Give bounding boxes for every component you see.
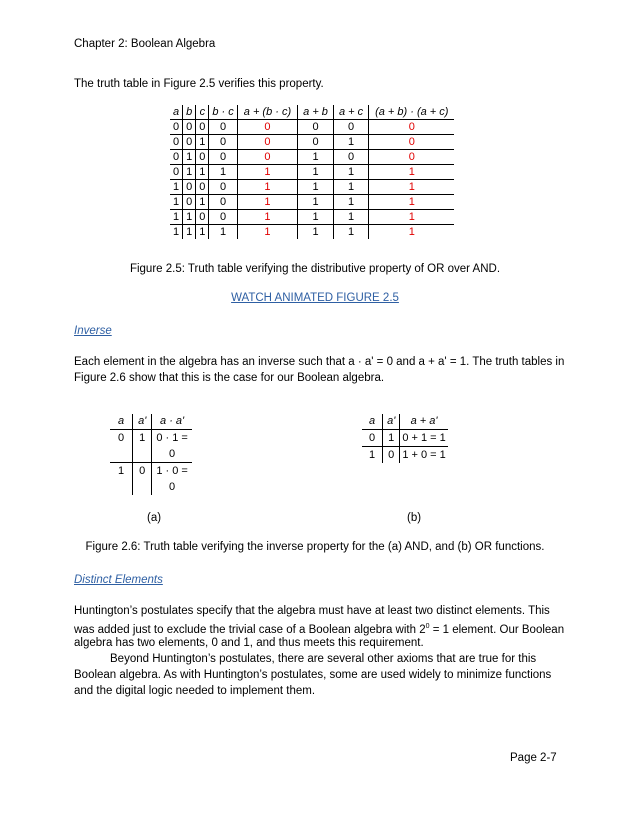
table-cell: 1 xyxy=(298,210,334,225)
table-cell: 1 xyxy=(298,165,334,180)
table-header-cell: a xyxy=(362,414,383,430)
distinct-paragraph-line2: was added just to exclude the trivial case of a Boolean algebra with $2^0 = 1$ element. Our Boolean xyxy=(74,623,565,636)
truth-table-2-5 xyxy=(170,105,454,239)
table-cell: 0 xyxy=(169,481,176,493)
table-cell: 1 xyxy=(237,180,297,195)
table-header-cell: a xyxy=(110,414,133,430)
table-header-row xyxy=(170,105,454,120)
distinct-paragraph-line1: Huntington’s postulates specify that the algebra must have at least two distinct elements. This xyxy=(74,605,550,617)
table-row xyxy=(170,195,454,210)
table-cell: 0 xyxy=(183,120,196,135)
table-cell: 1 xyxy=(237,225,297,240)
table-cell: 1 xyxy=(333,195,368,210)
table-cell: 1 xyxy=(133,430,152,447)
table-cell: 0 xyxy=(362,430,383,447)
table-cell: 1 xyxy=(298,225,334,240)
table-cell: 1 xyxy=(170,180,183,195)
table-cell: 0 xyxy=(170,150,183,165)
watch-animated-figure-link[interactable]: WATCH ANIMATED FIGURE 2.5 xyxy=(231,292,399,304)
table-cell: 0 xyxy=(183,195,196,210)
figure-2-6b-label: (b) xyxy=(407,512,422,524)
inverse-paragraph-line1: Each element in the algebra has an inverse such that a · a' = 0 and a + a' = 1. The truth tables in xyxy=(74,356,565,368)
table-cell: 1 xyxy=(183,225,196,240)
table-cell: 1 xyxy=(383,430,400,447)
inverse-paragraph-line2: Figure 2.6 show that this is the case for our Boolean algebra. xyxy=(74,372,385,384)
table-cell: 1 xyxy=(369,165,455,180)
table-header-cell: (a + b) · (a + c) xyxy=(369,105,455,120)
table-row xyxy=(170,210,454,225)
table-header-cell: a + (b · c) xyxy=(237,105,297,120)
table-header-cell: a + c xyxy=(333,105,368,120)
table-cell: 0 xyxy=(196,180,209,195)
table-cell: 1 + 0 = 1 xyxy=(402,449,446,461)
page-number: Page 2-7 xyxy=(510,752,557,764)
table-cell: 1 xyxy=(298,180,334,195)
table-cell: 0 xyxy=(369,120,455,135)
table-row xyxy=(170,165,454,180)
table-cell: 0 xyxy=(133,463,152,480)
table-header-cell: a' xyxy=(133,414,152,430)
table-row xyxy=(362,430,448,447)
table-cell: 1 xyxy=(237,165,297,180)
table-cell: 1 xyxy=(196,165,209,180)
table-cell: 0 xyxy=(298,135,334,150)
figure-2-6a-label: (a) xyxy=(147,512,162,524)
table-cell: 0 xyxy=(209,150,237,165)
table-row xyxy=(110,430,192,447)
table-cell: 0 xyxy=(209,120,237,135)
table-cell: 0 + 1 = 1 xyxy=(400,430,448,447)
table-cell: 1 xyxy=(333,225,368,240)
table-cell: 1 xyxy=(369,195,455,210)
table-cell: 1 xyxy=(408,226,415,238)
table-cell: 1 xyxy=(196,225,209,240)
table-cell: 1 xyxy=(170,225,183,240)
table-row xyxy=(110,479,192,495)
table-cell: 0 xyxy=(209,210,237,225)
table-cell: 1 xyxy=(237,195,297,210)
table-row xyxy=(170,150,454,165)
figure-2-6-caption: Figure 2.6: Truth table verifying the inverse property for the (a) AND, and (b) OR functions. xyxy=(85,541,545,553)
table-cell: 0 · 1 = xyxy=(156,432,188,444)
table-row xyxy=(170,225,454,240)
table-cell: 0 xyxy=(237,135,297,150)
table-cell: 1 xyxy=(237,210,297,225)
table-cell: 0 xyxy=(209,180,237,195)
table-header-cell: b xyxy=(183,105,196,120)
table-header-cell: a' xyxy=(383,414,400,430)
distinct-paragraph-line3: algebra has two elements, 0 and 1, and thus meets this requirement. xyxy=(74,637,424,649)
table-cell: 0 xyxy=(298,120,334,135)
table-cell: 0 xyxy=(333,120,368,135)
table-cell: 1 xyxy=(209,225,237,240)
table-cell: 1 xyxy=(196,195,209,210)
table-header-cell: a · a' xyxy=(152,414,192,430)
table-cell: 1 xyxy=(170,210,183,225)
table-cell: 1 xyxy=(183,210,196,225)
table-cell: 0 xyxy=(369,135,455,150)
table-cell: 1 xyxy=(333,165,368,180)
table-cell: 0 xyxy=(170,165,183,180)
table-cell: 1 · 0 = xyxy=(156,465,188,477)
table-cell: 0 xyxy=(196,210,209,225)
table-header-cell: c xyxy=(196,105,209,120)
table-row xyxy=(110,446,192,463)
table-cell: 0 xyxy=(237,120,297,135)
table-cell: 0 xyxy=(110,430,133,447)
table-cell: 1 xyxy=(170,195,183,210)
table-cell: 0 xyxy=(383,447,400,464)
table-cell: 1 xyxy=(369,210,455,225)
table-cell: 1 xyxy=(183,150,196,165)
table-cell: 1 xyxy=(333,180,368,195)
table-cell: 0 xyxy=(209,135,237,150)
table-cell: 1 xyxy=(369,180,455,195)
axioms-paragraph-line3: and the digital logic needed to implement them. xyxy=(74,685,316,697)
axioms-paragraph-line2: Boolean algebra. As with Huntington’s postulates, some are used widely to minimize functions xyxy=(74,669,552,681)
table-row xyxy=(362,447,448,464)
table-header-cell: b · c xyxy=(209,105,237,120)
axioms-paragraph-line1: Beyond Huntington’s postulates, there are several other axioms that are true for this xyxy=(110,653,537,665)
table-cell: 1 xyxy=(298,195,334,210)
table-header-cell: a + a' xyxy=(400,414,448,430)
table-cell: 1 xyxy=(362,447,383,464)
table-header-cell: a xyxy=(170,105,183,120)
table-cell: 0 xyxy=(170,135,183,150)
table-row xyxy=(170,135,454,150)
table-cell: 0 xyxy=(196,150,209,165)
intro-text: The truth table in Figure 2.5 verifies this property. xyxy=(74,78,324,90)
distinct-elements-heading[interactable]: Distinct Elements xyxy=(74,574,163,586)
table-cell: 1 xyxy=(333,210,368,225)
table-row xyxy=(170,120,454,135)
table-cell: 0 xyxy=(237,150,297,165)
table-cell: 0 xyxy=(333,150,368,165)
table-cell: 0 xyxy=(209,195,237,210)
table-cell: 0 xyxy=(183,180,196,195)
chapter-header: Chapter 2: Boolean Algebra xyxy=(74,38,216,50)
table-cell: 1 xyxy=(183,165,196,180)
truth-table-2-6b xyxy=(362,414,448,463)
table-cell: 0 xyxy=(170,120,183,135)
figure-2-5-caption: Figure 2.5: Truth table verifying the distributive property of OR over AND. xyxy=(129,263,501,275)
table-cell: 1 xyxy=(333,135,368,150)
table-cell: 1 xyxy=(110,463,133,480)
table-cell: 1 xyxy=(298,150,334,165)
table-cell: 0 xyxy=(152,446,192,463)
table-row xyxy=(170,180,454,195)
inverse-heading[interactable]: Inverse xyxy=(74,325,112,337)
table-cell: 0 xyxy=(183,135,196,150)
table-cell: 1 xyxy=(209,165,237,180)
truth-table-2-6a xyxy=(110,414,192,495)
table-cell: 0 xyxy=(369,150,455,165)
table-row xyxy=(110,463,192,480)
table-header-cell: a + b xyxy=(298,105,334,120)
superscript: 0 xyxy=(425,623,430,630)
table-cell: 1 xyxy=(196,135,209,150)
table-cell: 0 xyxy=(196,120,209,135)
